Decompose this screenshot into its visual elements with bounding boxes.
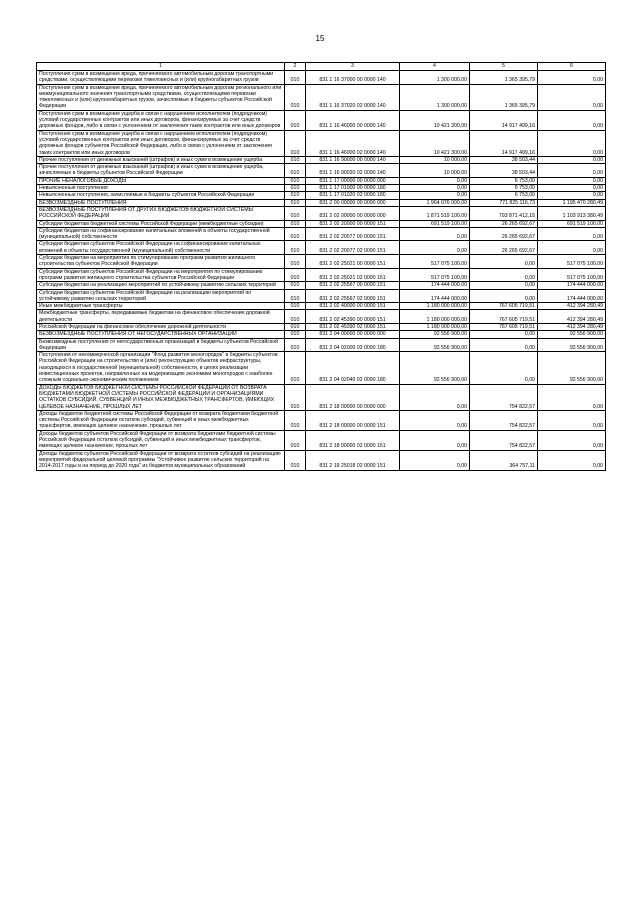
- row-name-cell: Безвозмездные поступления от негосударственных организаций в бюджеты субъектов Российской Федерации: [37, 338, 285, 352]
- column-header: 6: [538, 63, 606, 71]
- row-name-cell: Прочие поступления от денежных взысканий (штрафов) и иных сумм в возмещение ущерба: [37, 156, 285, 163]
- row-executed-cell: 364 757,11: [470, 450, 538, 470]
- row-budget-code-cell: 831 2 02 00000 00 0000 000: [306, 206, 400, 220]
- row-unexecuted-cell: 1 103 913 380,49: [538, 206, 606, 220]
- row-unexecuted-cell: 0,00: [538, 71, 606, 85]
- row-approved-cell: 691 519 100,00: [400, 220, 470, 227]
- row-executed-cell: 26 265 692,67: [470, 241, 538, 255]
- row-approved-cell: 92 556 900,00: [400, 338, 470, 352]
- row-approved-cell: 0,00: [400, 410, 470, 430]
- row-executed-cell: 38 503,44: [470, 164, 538, 178]
- row-approved-cell: 1 871 519 100,00: [400, 206, 470, 220]
- row-budget-code-cell: 831 2 02 25021 00 0000 151: [306, 255, 400, 269]
- row-budget-code-cell: 831 2 02 45390 00 0000 151: [306, 310, 400, 324]
- row-approved-cell: 92 556 900,00: [400, 352, 470, 384]
- row-budget-code-cell: 831 2 02 20000 00 0000 151: [306, 220, 400, 227]
- row-line-code-cell: 010: [285, 338, 306, 352]
- row-budget-code-cell: 831 2 02 25567 00 0000 151: [306, 282, 400, 289]
- table-row: [37, 206, 606, 220]
- column-header: 1: [37, 63, 285, 71]
- table-header-row: [37, 63, 606, 71]
- row-budget-code-cell: 831 1 16 46000 00 0000 140: [306, 110, 400, 130]
- row-unexecuted-cell: 92 556 900,00: [538, 331, 606, 338]
- row-approved-cell: 0,00: [400, 185, 470, 192]
- row-budget-code-cell: 831 2 04 02040 02 0000 180: [306, 352, 400, 384]
- row-budget-code-cell: 831 2 02 40000 00 0000 151: [306, 303, 400, 310]
- row-name-cell: Доходы бюджетов бюджетной системы Российской Федерации от возврата бюджетами бюджетной системы Российской Федерации остатков субсидий, субвенций и иных межбюджетных трансфертов, имеющих целевое назначение, прошлых лет: [37, 410, 285, 430]
- row-executed-cell: 0,00: [470, 352, 538, 384]
- table-row: [37, 289, 606, 303]
- row-line-code-cell: 010: [285, 177, 306, 184]
- row-name-cell: Иные межбюджетные трансферты: [37, 303, 285, 310]
- row-line-code-cell: 010: [285, 331, 306, 338]
- row-name-cell: Доходы бюджетов субъектов Российской Федерации от возврата бюджетами бюджетной системы Российской Федерации остатков субсидий, субвенций и иных межбюджетных трансфертов, имеющих целевое назначение, прошлых лет: [37, 430, 285, 450]
- row-name-cell: Поступления сумм в возмещение вреда, причиняемого автомобильным дорогам регионального или межмуниципального значения транспортными средствами, осуществляющими перевозки тяжеловесных и (или) крупногабаритных грузов, зачисляемые в бюджеты субъектов Российской Федерации: [37, 84, 285, 110]
- row-executed-cell: 6 753,00: [470, 192, 538, 199]
- row-name-cell: Невыясненные поступления: [37, 185, 285, 192]
- row-budget-code-cell: 831 1 16 90000 00 0000 140: [306, 156, 400, 163]
- row-line-code-cell: 010: [285, 310, 306, 324]
- table-row: [37, 352, 606, 384]
- row-approved-cell: 10 000,00: [400, 156, 470, 163]
- table-row: [37, 199, 606, 206]
- table-row: [37, 282, 606, 289]
- table-row: [37, 185, 606, 192]
- row-budget-code-cell: 831 2 02 25567 02 0000 151: [306, 289, 400, 303]
- row-line-code-cell: 010: [285, 410, 306, 430]
- row-approved-cell: 0,00: [400, 384, 470, 410]
- row-unexecuted-cell: 517 075 100,00: [538, 268, 606, 282]
- row-name-cell: Субсидии бюджетам субъектов Российской Федерации на мероприятия по стимулированию программ развития жилищного строительства субъектов Российской Федерации: [37, 268, 285, 282]
- row-approved-cell: 0,00: [400, 241, 470, 255]
- row-unexecuted-cell: 0,00: [538, 241, 606, 255]
- row-budget-code-cell: 831 1 17 00000 00 0000 000: [306, 177, 400, 184]
- table-row: [37, 384, 606, 410]
- row-approved-cell: 1 300 000,00: [400, 71, 470, 85]
- row-executed-cell: 0,00: [470, 282, 538, 289]
- row-name-cell: Субсидии бюджетам бюджетной системы Российской Федерации (межбюджетные субсидии): [37, 220, 285, 227]
- row-line-code-cell: 010: [285, 130, 306, 156]
- row-name-cell: Субсидии бюджетам на софинансирование капитальных вложений в объекты государственной (муниципальной) собственности: [37, 227, 285, 241]
- row-name-cell: Поступления от некоммерческой организации "Фонд развития моногородов" в бюджеты субъектов Российской Федерации на строительство и (или) реконструкцию объектов инфраструктуры, находящихся в государственной (муниципальной) собственности, в целях реализации инвестиционных проектов, направленных на модернизацию экономики моногородов с наиболее сложным социально-экономическим положением: [37, 352, 285, 384]
- row-name-cell: Поступления сумм в возмещение вреда, причиняемого автомобильным дорогам транспортными средствами, осуществляющими перевозки тяжеловесных и (или) крупногабаритных грузов: [37, 71, 285, 85]
- row-line-code-cell: 010: [285, 352, 306, 384]
- table-row: [37, 110, 606, 130]
- table-row: [37, 268, 606, 282]
- row-approved-cell: 10 000,00: [400, 164, 470, 178]
- table-row: [37, 84, 606, 110]
- row-budget-code-cell: 831 2 00 00000 00 0000 000: [306, 199, 400, 206]
- row-unexecuted-cell: 517 075 100,00: [538, 255, 606, 269]
- row-unexecuted-cell: 0,00: [538, 192, 606, 199]
- table-row: [37, 255, 606, 269]
- row-name-cell: Поступления сумм в возмещение ущерба в связи с нарушением исполнителем (подрядчиком) условий государственных контрактов или иных договоров, финансируемых за счет средств дорожных фондов субъектов Российской Федерации, либо в связи с уклонением от заключения таких контрактов или иных договоров: [37, 130, 285, 156]
- row-executed-cell: 38 503,44: [470, 156, 538, 163]
- row-budget-code-cell: 831 1 16 37020 02 0000 140: [306, 84, 400, 110]
- row-line-code-cell: 010: [285, 384, 306, 410]
- row-approved-cell: 0,00: [400, 192, 470, 199]
- row-budget-code-cell: 831 2 18 00000 00 0000 000: [306, 384, 400, 410]
- table-row: [37, 410, 606, 430]
- row-name-cell: ПРОЧИЕ НЕНАЛОГОВЫЕ ДОХОДЫ: [37, 177, 285, 184]
- row-line-code-cell: 010: [285, 84, 306, 110]
- row-unexecuted-cell: 0,00: [538, 156, 606, 163]
- row-name-cell: БЕЗВОЗМЕЗДНЫЕ ПОСТУПЛЕНИЯ ОТ ДРУГИХ БЮДЖЕТОВ БЮДЖЕТНОЙ СИСТЕМЫ РОССИЙСКОЙ ФЕДЕРАЦИИ: [37, 206, 285, 220]
- row-unexecuted-cell: 1 195 470 280,49: [538, 199, 606, 206]
- row-line-code-cell: 010: [285, 303, 306, 310]
- row-budget-code-cell: 831 2 02 20077 00 0000 151: [306, 227, 400, 241]
- row-line-code-cell: 010: [285, 110, 306, 130]
- row-unexecuted-cell: 92 556 900,00: [538, 338, 606, 352]
- row-approved-cell: 10 421 300,00: [400, 130, 470, 156]
- table-row: [37, 331, 606, 338]
- row-budget-code-cell: 831 2 18 00000 00 0000 151: [306, 410, 400, 430]
- table-row: [37, 310, 606, 324]
- row-unexecuted-cell: 92 556 900,00: [538, 352, 606, 384]
- row-line-code-cell: 010: [285, 164, 306, 178]
- table-row: [37, 450, 606, 470]
- row-line-code-cell: 010: [285, 241, 306, 255]
- row-unexecuted-cell: 174 444 000,00: [538, 289, 606, 303]
- row-approved-cell: 0,00: [400, 177, 470, 184]
- column-header: 3: [306, 63, 400, 71]
- row-approved-cell: 517 075 100,00: [400, 255, 470, 269]
- row-budget-code-cell: 831 2 02 25021 02 0000 151: [306, 268, 400, 282]
- table-row: [37, 220, 606, 227]
- row-line-code-cell: 010: [285, 220, 306, 227]
- row-executed-cell: 793 871 412,15: [470, 206, 538, 220]
- row-approved-cell: 0,00: [400, 430, 470, 450]
- row-budget-code-cell: 831 2 02 45390 02 0000 151: [306, 323, 400, 330]
- row-budget-code-cell: 831 1 17 01020 02 0000 180: [306, 192, 400, 199]
- row-executed-cell: 0,00: [470, 255, 538, 269]
- row-approved-cell: 0,00: [400, 227, 470, 241]
- row-approved-cell: 0,00: [400, 450, 470, 470]
- row-approved-cell: 92 556 900,00: [400, 331, 470, 338]
- row-budget-code-cell: 831 1 16 37000 00 0000 140: [306, 71, 400, 85]
- row-name-cell: Субсидии бюджетам на мероприятия по стимулированию программ развития жилищного строительства субъектов Российской Федерации: [37, 255, 285, 269]
- row-name-cell: Субсидии бюджетам на реализацию мероприятий по устойчивому развитию сельских территорий: [37, 282, 285, 289]
- table-row: [37, 192, 606, 199]
- row-name-cell: БЕЗВОЗМЕЗДНЫЕ ПОСТУПЛЕНИЯ ОТ НЕГОСУДАРСТВЕННЫХ ОРГАНИЗАЦИЙ: [37, 331, 285, 338]
- row-line-code-cell: 010: [285, 255, 306, 269]
- row-executed-cell: 754 822,57: [470, 430, 538, 450]
- table-row: [37, 227, 606, 241]
- budget-execution-table: [36, 62, 606, 471]
- row-unexecuted-cell: 0,00: [538, 130, 606, 156]
- row-approved-cell: 1 180 000 000,00: [400, 310, 470, 324]
- row-executed-cell: 1 365 395,79: [470, 71, 538, 85]
- row-executed-cell: 0,00: [470, 338, 538, 352]
- row-unexecuted-cell: 0,00: [538, 185, 606, 192]
- table-row: [37, 338, 606, 352]
- row-unexecuted-cell: 412 394 280,49: [538, 323, 606, 330]
- row-budget-code-cell: 831 1 16 46000 02 0000 140: [306, 130, 400, 156]
- table-row: [37, 71, 606, 85]
- row-executed-cell: 26 265 692,67: [470, 227, 538, 241]
- row-line-code-cell: 010: [285, 323, 306, 330]
- row-executed-cell: 6 753,00: [470, 177, 538, 184]
- row-approved-cell: 1 180 000 000,00: [400, 303, 470, 310]
- table-row: [37, 430, 606, 450]
- table-row: [37, 303, 606, 310]
- row-unexecuted-cell: 0,00: [538, 110, 606, 130]
- row-name-cell: Прочие поступления от денежных взысканий (штрафов) и иных сумм в возмещение ущерба, зачисляемые в бюджеты субъектов Российской Федерации: [37, 164, 285, 178]
- row-line-code-cell: 010: [285, 268, 306, 282]
- table-body: [37, 71, 606, 471]
- row-line-code-cell: 010: [285, 185, 306, 192]
- page-number: 15: [315, 34, 325, 43]
- row-name-cell: Российской Федерации на финансовое обеспечение дорожной деятельности: [37, 323, 285, 330]
- row-executed-cell: 754 822,57: [470, 384, 538, 410]
- row-approved-cell: 1 964 076 000,00: [400, 199, 470, 206]
- row-approved-cell: 1 300 000,00: [400, 84, 470, 110]
- row-budget-code-cell: 831 1 16 90020 02 0000 140: [306, 164, 400, 178]
- table-row: [37, 241, 606, 255]
- row-executed-cell: 0,00: [470, 268, 538, 282]
- column-header: 5: [470, 63, 538, 71]
- table-row: [37, 323, 606, 330]
- row-approved-cell: 10 421 300,00: [400, 110, 470, 130]
- row-line-code-cell: 010: [285, 282, 306, 289]
- row-budget-code-cell: 831 2 04 00000 00 0000 000: [306, 331, 400, 338]
- row-unexecuted-cell: 0,00: [538, 450, 606, 470]
- row-name-cell: Невыясненные поступления, зачисляемые в бюджеты субъектов Российской Федерации: [37, 192, 285, 199]
- row-name-cell: Субсидии бюджетам субъектов Российской Федерации на реализацию мероприятий по устойчивому развитию сельских территорий: [37, 289, 285, 303]
- row-approved-cell: 1 180 000 000,00: [400, 323, 470, 330]
- row-approved-cell: 517 075 100,00: [400, 268, 470, 282]
- row-unexecuted-cell: 174 444 000,00: [538, 282, 606, 289]
- row-executed-cell: 1 365 395,79: [470, 84, 538, 110]
- row-name-cell: Межбюджетные трансферты, передаваемые бюджетам на финансовое обеспечение дорожной деятельности: [37, 310, 285, 324]
- row-line-code-cell: 010: [285, 227, 306, 241]
- row-budget-code-cell: 831 2 18 25018 02 0000 151: [306, 450, 400, 470]
- row-approved-cell: 174 444 000,00: [400, 289, 470, 303]
- row-line-code-cell: 010: [285, 450, 306, 470]
- column-header: 2: [285, 63, 306, 71]
- row-name-cell: Поступления сумм в возмещение ущерба в связи с нарушением исполнителем (подрядчиком) условий государственных контрактов или иных договоров, финансируемых за счет средств дорожных фондов, либо в связи с уклонением от заключения таких контрактов или иных договоров: [37, 110, 285, 130]
- row-unexecuted-cell: 0,00: [538, 164, 606, 178]
- row-budget-code-cell: 831 2 04 02000 02 0000 180: [306, 338, 400, 352]
- row-unexecuted-cell: 412 394 280,49: [538, 310, 606, 324]
- row-executed-cell: 0,00: [470, 289, 538, 303]
- row-unexecuted-cell: 0,00: [538, 177, 606, 184]
- row-executed-cell: 754 822,57: [470, 410, 538, 430]
- row-approved-cell: 174 444 000,00: [400, 282, 470, 289]
- row-line-code-cell: 010: [285, 206, 306, 220]
- row-executed-cell: 767 605 719,51: [470, 310, 538, 324]
- row-unexecuted-cell: 0,00: [538, 410, 606, 430]
- row-executed-cell: 767 605 719,51: [470, 303, 538, 310]
- row-executed-cell: 6 753,00: [470, 185, 538, 192]
- row-unexecuted-cell: 0,00: [538, 384, 606, 410]
- row-executed-cell: 14 917 499,16: [470, 130, 538, 156]
- row-line-code-cell: 010: [285, 71, 306, 85]
- row-unexecuted-cell: 0,00: [538, 84, 606, 110]
- row-unexecuted-cell: 0,00: [538, 430, 606, 450]
- row-line-code-cell: 010: [285, 430, 306, 450]
- row-name-cell: ДОХОДЫ БЮДЖЕТОВ БЮДЖЕТНОЙ СИСТЕМЫ РОССИЙСКОЙ ФЕДЕРАЦИИ ОТ ВОЗВРАТА БЮДЖЕТАМИ БЮДЖЕТНОЙ СИСТЕМЫ РОССИЙСКОЙ ФЕДЕРАЦИИ И ОРГАНИЗАЦИЯМИ ОСТАТКОВ СУБСИДИЙ, СУБВЕНЦИЙ И ИНЫХ МЕЖБЮДЖЕТНЫХ ТРАНСФЕРТОВ, ИМЕЮЩИХ ЦЕЛЕВОЕ НАЗНАЧЕНИЕ, ПРОШЛЫХ ЛЕТ: [37, 384, 285, 410]
- row-executed-cell: 771 825 116,73: [470, 199, 538, 206]
- row-line-code-cell: 010: [285, 192, 306, 199]
- table-row: [37, 177, 606, 184]
- row-budget-code-cell: 831 2 02 20077 02 0000 151: [306, 241, 400, 255]
- row-line-code-cell: 010: [285, 199, 306, 206]
- row-executed-cell: 14 917 499,16: [470, 110, 538, 130]
- row-unexecuted-cell: 691 519 100,00: [538, 220, 606, 227]
- table-row: [37, 130, 606, 156]
- row-unexecuted-cell: 0,00: [538, 227, 606, 241]
- column-header: 4: [400, 63, 470, 71]
- row-line-code-cell: 010: [285, 289, 306, 303]
- row-name-cell: Доходы бюджетов субъектов Российской Федерации от возврата остатков субсидий на реализацию мероприятий федеральной целевой программы "Устойчивое развитие сельских территорий на 2014-2017 годы и на период до 2020 года" из бюджетов муниципальных образований: [37, 450, 285, 470]
- row-executed-cell: 26 265 692,67: [470, 220, 538, 227]
- row-executed-cell: 0,00: [470, 331, 538, 338]
- row-line-code-cell: 010: [285, 156, 306, 163]
- row-budget-code-cell: 831 2 18 00000 02 0000 151: [306, 430, 400, 450]
- row-unexecuted-cell: 412 394 280,49: [538, 303, 606, 310]
- row-name-cell: БЕЗВОЗМЕЗДНЫЕ ПОСТУПЛЕНИЯ: [37, 199, 285, 206]
- table-row: [37, 164, 606, 178]
- row-executed-cell: 767 605 719,51: [470, 323, 538, 330]
- table-row: [37, 156, 606, 163]
- row-name-cell: Субсидии бюджетам субъектов Российской Федерации на софинансирование капитальных вложений в объекты государственной (муниципальной) собственности: [37, 241, 285, 255]
- row-budget-code-cell: 831 1 17 01000 00 0000 180: [306, 185, 400, 192]
